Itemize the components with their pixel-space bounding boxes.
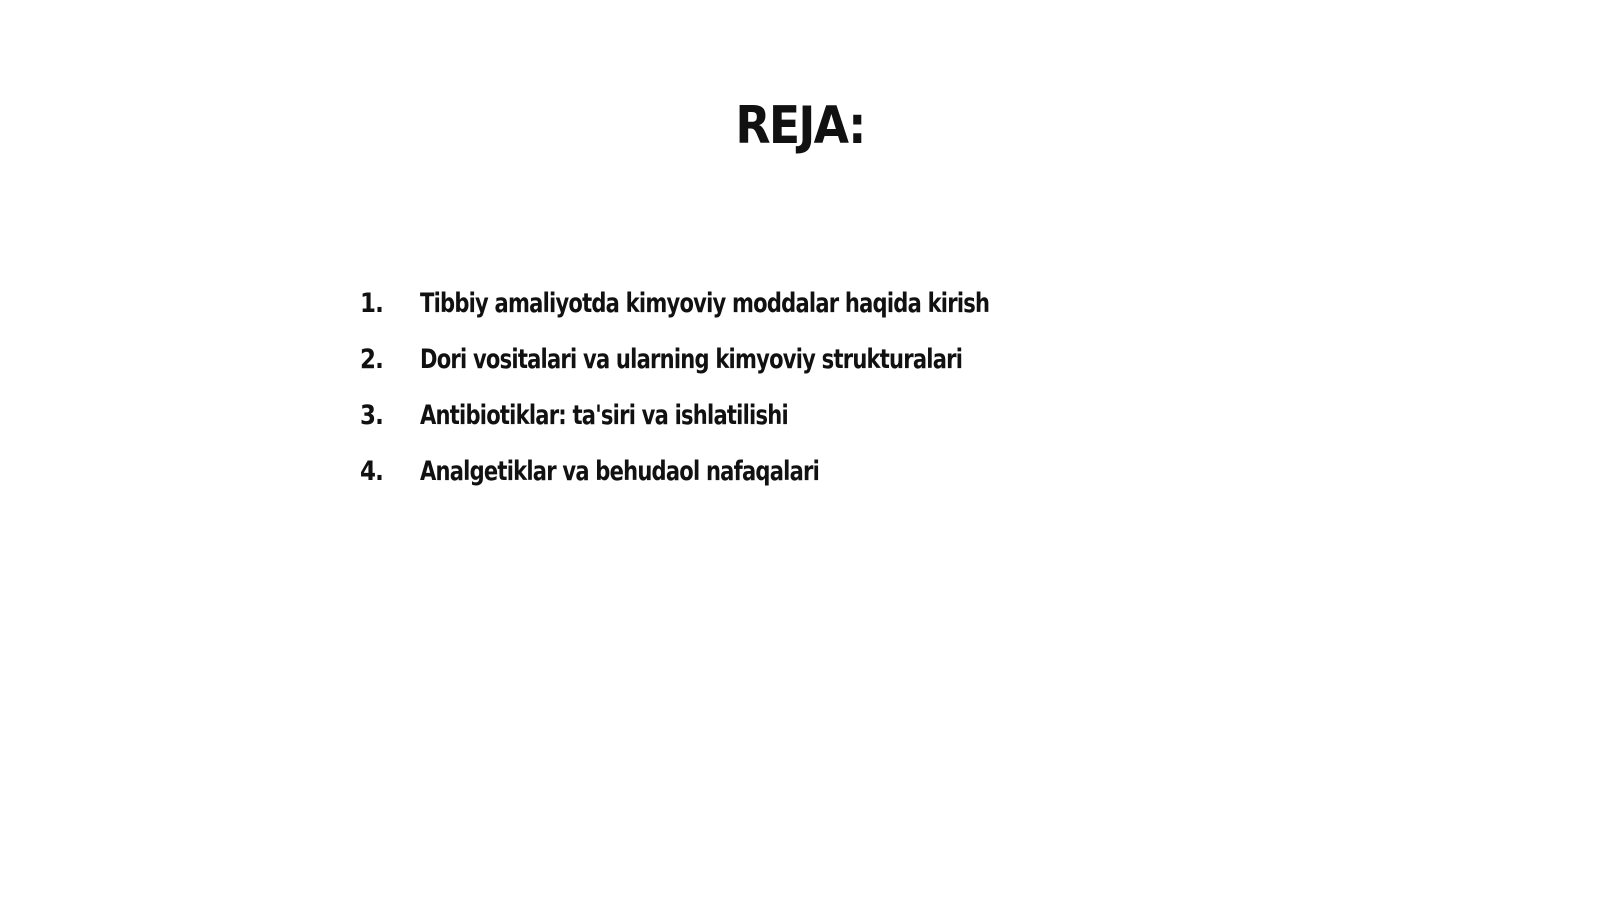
list-item-text: Tibbiy amaliyotda kimyoviy moddalar haqida kirish [420,288,990,319]
list-item-text: Antibiotiklar: ta'siri va ishlatilishi [420,400,788,431]
list-item [360,290,1150,346]
list-item-number: 4. [360,456,383,487]
list-item [360,402,1150,458]
slide-title: REJA: [735,96,865,156]
list-item-number: 1. [360,288,383,319]
list-item [360,346,1150,402]
plan-list [360,290,1150,514]
list-item-number: 3. [360,400,383,431]
list-item [360,458,1150,514]
list-item-text: Analgetiklar va behudaol nafaqalari [420,456,820,487]
list-item-text: Dori vositalari va ularning kimyoviy strukturalari [420,344,963,375]
list-item-number: 2. [360,344,383,375]
